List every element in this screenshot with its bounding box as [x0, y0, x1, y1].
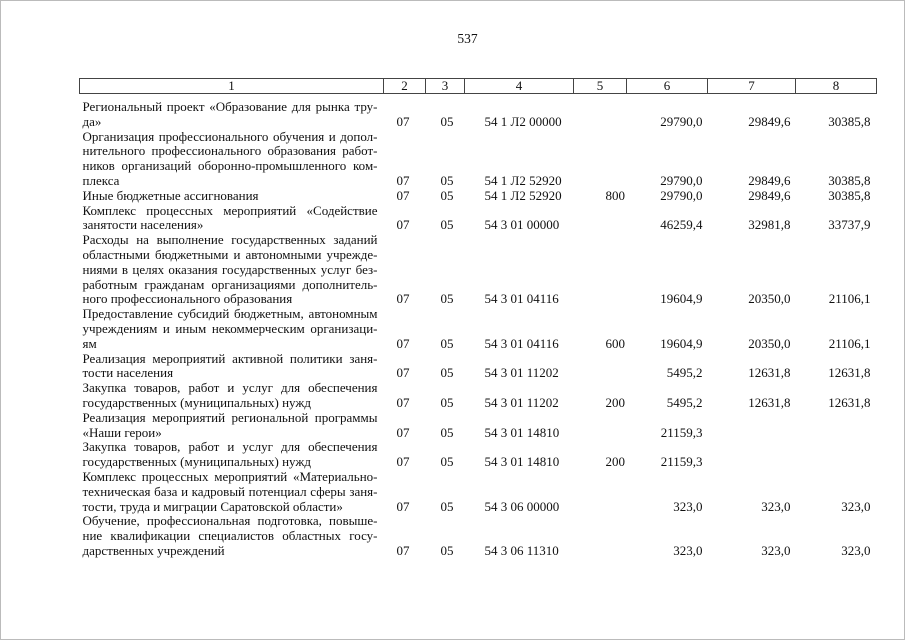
amount-year-1: 29790,0	[660, 113, 703, 129]
amount-year-3: 21106,1	[828, 335, 871, 351]
table-row	[80, 189, 877, 204]
section-code: 07	[396, 187, 410, 203]
amount-year-3: 33737,9	[828, 217, 871, 233]
description-line: Расходы на выполнение государственных заданий	[82, 232, 378, 248]
subsection-code: 05	[440, 187, 454, 203]
section-code: 07	[396, 424, 410, 440]
amount-year-1: 323,0	[673, 498, 703, 514]
section-code: 07	[396, 335, 410, 351]
amount-year-1: 5495,2	[666, 394, 703, 410]
amount-year-2: 29849,6	[748, 113, 791, 129]
target-article-code: 54 3 06 00000	[484, 498, 560, 514]
col-header-8: 8	[796, 79, 877, 94]
section-code: 07	[396, 172, 410, 188]
amount-year-3: 30385,8	[828, 172, 871, 188]
expense-type-code	[574, 204, 627, 234]
description-line: ников организаций оборонно-промышленного ком-	[82, 158, 378, 174]
section-code: 07	[396, 365, 410, 381]
description-line: тости населения	[82, 365, 174, 381]
row-description	[80, 204, 384, 234]
amount-year-3: 12631,8	[828, 365, 871, 381]
section-code: 07	[396, 394, 410, 410]
section-code: 07	[396, 291, 410, 307]
target-article-code: 54 3 01 11202	[484, 365, 559, 381]
amount-year-3	[796, 440, 877, 470]
amount-year-1: 46259,4	[660, 217, 703, 233]
table-row	[80, 204, 877, 234]
expense-type-code	[574, 94, 627, 130]
amount-year-1: 29790,0	[660, 172, 703, 188]
target-article-code: 54 3 01 04116	[484, 335, 559, 351]
description-line: Реализация мероприятий активной политики заня-	[82, 350, 378, 366]
description-line: занятости населения»	[82, 217, 204, 233]
amount-year-3: 323,0	[841, 498, 871, 514]
amount-year-2: 323,0	[761, 542, 791, 558]
table-row	[80, 440, 877, 470]
target-article-code: 54 3 01 00000	[484, 217, 560, 233]
description-line: работным гражданам организациями дополнитель-	[82, 276, 378, 292]
subsection-code: 05	[440, 498, 454, 514]
section-code: 07	[396, 454, 410, 470]
amount-year-3: 30385,8	[828, 187, 871, 203]
col-header-2: 2	[384, 79, 426, 94]
subsection-code: 05	[440, 172, 454, 188]
expense-type-code: 200	[605, 394, 625, 410]
target-article-code: 54 1 Л2 52920	[484, 187, 562, 203]
description-line: Региональный проект «Образование для рынка тру-	[82, 99, 378, 114]
target-article-code: 54 1 Л2 52920	[484, 172, 562, 188]
row-description	[80, 189, 384, 204]
amount-year-1: 5495,2	[666, 365, 703, 381]
description-line: нительного профессионального образования работ-	[82, 143, 378, 159]
col-header-7: 7	[708, 79, 796, 94]
amount-year-2: 29849,6	[748, 187, 791, 203]
row-description	[80, 233, 384, 307]
description-line: Обучение, профессиональная подготовка, повыше-	[82, 513, 378, 529]
description-line: государственных (муниципальных) нужд	[82, 394, 311, 410]
description-line: «Наши герои»	[82, 424, 162, 440]
amount-year-2: 12631,8	[748, 394, 791, 410]
description-line: Предоставление субсидий бюджетным, автономным	[82, 306, 378, 322]
target-article-code: 54 1 Л2 00000	[484, 113, 562, 129]
amount-year-2: 20350,0	[748, 335, 791, 351]
subsection-code: 05	[440, 217, 454, 233]
subsection-code: 05	[440, 365, 454, 381]
subsection-code: 05	[440, 394, 454, 410]
col-header-6: 6	[627, 79, 708, 94]
table-row	[80, 130, 877, 189]
expense-type-code: 800	[605, 187, 625, 203]
row-description	[80, 94, 384, 130]
subsection-code: 05	[440, 113, 454, 129]
subsection-code: 05	[440, 542, 454, 558]
amount-year-1: 21159,3	[660, 424, 703, 440]
row-description	[80, 514, 384, 558]
amount-year-3: 323,0	[841, 542, 871, 558]
description-line: плекса	[82, 172, 120, 188]
description-line: ного профессионального образования	[82, 291, 293, 307]
amount-year-2: 323,0	[761, 498, 791, 514]
expense-type-code	[574, 352, 627, 382]
description-line: учреждениям и иным некоммерческим организаци-	[82, 320, 378, 336]
expense-type-code: 600	[605, 335, 625, 351]
table-row	[80, 514, 877, 558]
amount-year-3	[796, 411, 877, 441]
section-code: 07	[396, 498, 410, 514]
amount-year-2	[708, 440, 796, 470]
table-row	[80, 352, 877, 382]
table-row	[80, 94, 877, 130]
table-row	[80, 307, 877, 351]
page-number: 537	[457, 31, 478, 46]
amount-year-1: 21159,3	[660, 454, 703, 470]
expense-type-code	[574, 514, 627, 558]
amount-year-2: 12631,8	[748, 365, 791, 381]
expense-type-code: 200	[605, 454, 625, 470]
amount-year-2	[708, 411, 796, 441]
description-line: Закупка товаров, работ и услуг для обеспечения	[82, 380, 378, 396]
description-line: Комплекс процессных мероприятий «Материально-	[82, 468, 378, 484]
amount-year-3: 12631,8	[828, 394, 871, 410]
expense-type-code	[574, 130, 627, 189]
amount-year-1: 323,0	[673, 542, 703, 558]
subsection-code: 05	[440, 424, 454, 440]
target-article-code: 54 3 06 11310	[484, 542, 559, 558]
target-article-code: 54 3 01 11202	[484, 394, 559, 410]
description-line: Закупка товаров, работ и услуг для обеспечения	[82, 439, 378, 455]
subsection-code: 05	[440, 454, 454, 470]
section-code: 07	[396, 542, 410, 558]
amount-year-1: 19604,9	[660, 291, 703, 307]
col-header-1: 1	[80, 79, 384, 94]
col-header-5: 5	[574, 79, 627, 94]
section-code: 07	[396, 113, 410, 129]
expense-type-code	[574, 470, 627, 514]
expense-type-code	[574, 233, 627, 307]
description-line: дарственных учреждений	[82, 542, 225, 558]
target-article-code: 54 3 01 14810	[484, 424, 560, 440]
description-line: тости, труда и миграции Саратовской области»	[82, 498, 343, 514]
description-line: Реализация мероприятий региональной программы	[82, 409, 378, 425]
table-row	[80, 233, 877, 307]
amount-year-2: 20350,0	[748, 291, 791, 307]
description-line: да»	[82, 113, 102, 129]
description-line: техническая база и кадровый потенциал сферы заня-	[82, 483, 378, 499]
row-description	[80, 352, 384, 382]
amount-year-1: 29790,0	[660, 187, 703, 203]
description-line: ниями в целях оказания государственных услуг без-	[82, 261, 378, 277]
budget-table	[79, 78, 877, 559]
table-row	[80, 470, 877, 514]
amount-year-2: 32981,8	[748, 217, 791, 233]
subsection-code: 05	[440, 335, 454, 351]
table-row	[80, 381, 877, 411]
row-description	[80, 440, 384, 470]
description-line: государственных (муниципальных) нужд	[82, 454, 311, 470]
expense-type-code	[574, 411, 627, 441]
row-description	[80, 411, 384, 441]
description-line: ние квалификации специалистов областных госу-	[82, 528, 378, 544]
description-line: областными бюджетными и автономными учрежде-	[82, 246, 378, 262]
header-row	[80, 79, 877, 94]
row-description	[80, 130, 384, 189]
amount-year-1: 19604,9	[660, 335, 703, 351]
row-description	[80, 470, 384, 514]
row-description	[80, 381, 384, 411]
col-header-3: 3	[426, 79, 465, 94]
description-line: Организация профессионального обучения и допол-	[82, 128, 378, 144]
section-code: 07	[396, 217, 410, 233]
target-article-code: 54 3 01 14810	[484, 454, 560, 470]
col-header-4: 4	[465, 79, 574, 94]
table-row	[80, 411, 877, 441]
target-article-code: 54 3 01 04116	[484, 291, 559, 307]
subsection-code: 05	[440, 291, 454, 307]
description-line: Иные бюджетные ассигнования	[82, 187, 259, 203]
description-line: Комплекс процессных мероприятий «Содействие	[82, 202, 378, 218]
amount-year-3: 21106,1	[828, 291, 871, 307]
row-description	[80, 307, 384, 351]
description-line: ям	[82, 335, 97, 351]
amount-year-2: 29849,6	[748, 172, 791, 188]
amount-year-3: 30385,8	[828, 113, 871, 129]
